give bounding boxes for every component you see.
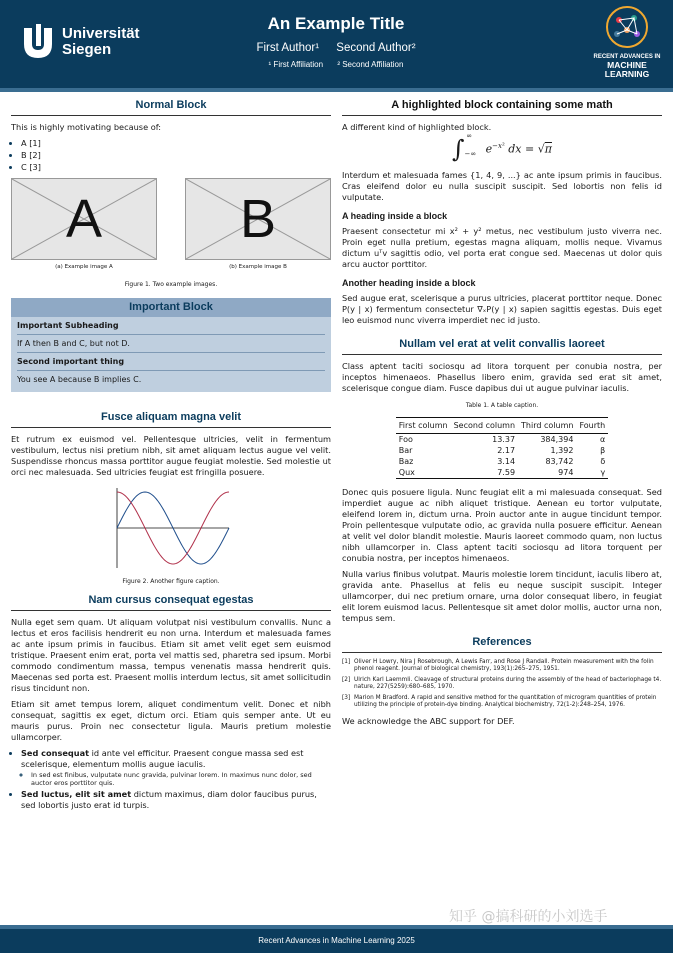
important-subheading: Important Subheading xyxy=(17,321,119,330)
normal-block-intro: This is highly motivating because of: xyxy=(11,122,162,132)
table-header: Second column xyxy=(451,417,518,433)
math-heading-1: A heading inside a block xyxy=(342,210,448,221)
math-paragraph-3: Sed augue erat, scelerisque a purus ultricies, placerat porttitor neque. Donec P(y | x) fermentum consectetur ∇ₓP(y | x) sapien sagittis egestas. Duis eget leo euismod nunc viverra imperdiet nec id justo. xyxy=(342,292,662,325)
author-1: First Author¹ xyxy=(256,42,320,54)
math-intro: A different kind of highlighted block. xyxy=(342,122,492,132)
motivation-list xyxy=(11,138,331,173)
nullam-paragraph-2: Donec quis posuere ligula. Nunc feugiat elit a mi malesuada consequat. Sed imperdiet augue ac nibh aliquet tristique. Aenean eu tortor vulputate, eleifend lorem in, dictum urna. Proin auctor ante in augue tincidunt tempor. Proin pellentesque vulputate odio, ac gravida nulla posuere efficitur. Aenean at velit vel dolor blandit molestie. Mauris laoreet commodo quam, non luctus nibh ullamcorper in. Class aptent taciti sociosqu ad litora torquent per conubia nostra, per inceptos himenaeos. xyxy=(342,486,662,563)
math-block-title: A highlighted block containing some math xyxy=(342,100,662,116)
table-row: Foo 13.37 384,394 α xyxy=(398,434,606,444)
table-row: Qux 7.59 974 γ xyxy=(396,467,608,479)
nam-block-title: Nam cursus consequat egestas xyxy=(11,595,331,611)
list-item: • A [1] xyxy=(21,138,331,149)
normal-block-title: Normal Block xyxy=(11,100,331,116)
table-caption: Table 1. A table caption. xyxy=(465,401,539,409)
poster-title: An Example Title xyxy=(267,14,405,33)
list-item: • C [3] xyxy=(21,162,331,173)
table-header: Third column xyxy=(518,417,576,433)
poster-header xyxy=(0,0,673,88)
affiliation-2: ² Second Affiliation xyxy=(337,60,404,69)
figure-a xyxy=(11,178,157,273)
important-block xyxy=(11,298,331,392)
list-item: • Sed consequat id ante vel efficitur. Praesent congue massa sed est scelerisque, elementum mollis augue iaculis. ◦ In sed est finibus, vulputate nunc gravida, pulvinar lorem. In maximus nunc dolor, sed auctor eros porttitor quis. xyxy=(21,748,331,787)
figure-2-caption: Figure 2. Another figure caption. xyxy=(122,578,220,585)
reference-item: [3] Marion M Bradford. A rapid and sensitive method for the quantitation of microgram quantities of protein utilizing the principle of protein-dye binding. Analytical biochemistry, 72(1-2):248–254, 1976. xyxy=(342,694,657,709)
university-name: Universität Siegen xyxy=(62,25,140,58)
subcaption-a: (a) Example image A xyxy=(55,264,113,270)
list-item: • B [2] xyxy=(21,150,331,161)
math-heading-2: Another heading inside a block xyxy=(342,277,476,288)
university-logo xyxy=(20,24,140,60)
nam-paragraph-2: Etiam sit amet tempus lorem, aliquet condimentum velit. Donec et nibh consequat, sagittis ex eget, dictum orci. Etiam quis semper ante. Ut eu mauris purus. Proin nec consectetur ligula. Mauris pretium molestie ullamcorper. xyxy=(11,699,331,742)
figure-1-row xyxy=(11,178,331,273)
author-2: Second Author² xyxy=(336,42,416,54)
nam-paragraph-1: Nulla eget sem quam. Ut aliquam volutpat nisi vestibulum convallis. Nunc a lectus et eros facilisis hendrerit eu non urna. Interdum et malesuada fames ac ante ipsum primis in faucibus. Etiam sit amet velit eget sem euismod tristique. Praesent enim erat, porta vel mattis sed, pharetra sed ipsum. Morbi commodo condimentum massa, tempus venenatis massa hendrerit quis. Maecenas sed porta est. Praesent mollis interdum lectus, sit amet sollicitudin risus tincidunt non. xyxy=(11,617,331,693)
sine-cosine-plot xyxy=(111,486,231,570)
placeholder-letter: B xyxy=(239,188,277,249)
references-title: References xyxy=(342,637,662,653)
left-column xyxy=(11,100,331,816)
fusce-text: Et rutrum ex euismod vel. Pellentesque ultricies, velit in fermentum vestibulum, lectus nisi pretium nibh, sit amet aliquam lectus augue vel velit. Suspendisse rhoncus massa porttitor augue feugiat molestie. Sed molestie ut orci nec malesuada. Sed ultricies feugiat est fringilla posuere. xyxy=(11,434,331,477)
math-paragraph-1: Interdum et malesuada fames {1, 4, 9, ...} ac ante ipsum primis in faucibus. Cras eleifend dolor eu nulla suscipit suscipit. Sed lobortis non felis id vulputate. xyxy=(342,169,662,202)
important-text: If A then B and C, but not D. xyxy=(17,339,130,348)
subcaption-b: (b) Example image B xyxy=(229,264,287,270)
important-subheading: Second important thing xyxy=(17,357,125,366)
conference-logo-text: RECENT ADVANCES IN MACHINE LEARNING xyxy=(593,54,661,79)
nullam-paragraph-1: Class aptent taciti sociosqu ad litora torquent per conubia nostra, per inceptos himenaeos. Phasellus libero enim, gravida sed erat sit amet, scelerisque congue diam. Fusce dapibus dui ut augue pulvinar iaculis. xyxy=(342,360,662,393)
table-header-row xyxy=(396,417,608,433)
affiliation-1: ¹ First Affiliation xyxy=(268,60,324,69)
table-header: First column xyxy=(396,417,451,433)
table-header: Fourth xyxy=(576,417,608,433)
important-text: You see A because B implies C. xyxy=(17,375,142,384)
right-column xyxy=(342,100,662,732)
reference-item: [2] Ulrich Karl Laemmli. Cleavage of structural proteins during the assembly of the head of bacteriophage t4. nature, 227(5259):680–685, 1970. xyxy=(342,676,662,691)
affiliations xyxy=(200,60,472,69)
image-placeholder-a xyxy=(11,178,157,260)
math-paragraph-2: Praesent consectetur mi x² + y² metus, nec vestibulum justo viverra nec. Proin eget nulla pretium, egestas magna aliquam, mollis neque. Vivamus dictum uᵀv sagittis odio, vel porta erat congue sed. Maecenas ut dolor quis arcu auctor porttitor. xyxy=(342,225,662,269)
poster-footer: Recent Advances in Machine Learning 2025 xyxy=(0,929,673,953)
nam-list xyxy=(11,748,331,811)
nullam-paragraph-3: Nulla varius finibus volutpat. Mauris molestie lorem tincidunt, iaculis libero at, gravida ante. Phasellus at felis eu neque suscipit suscipit. Integer ullamcorper, dui nec pretium ornare, urna dolor consequat libero, in feugiat elit lorem euismod lacus. Pellentesque sit amet dolor mollis, auctor urna non, tempus sem. xyxy=(342,568,662,623)
brain-network-icon xyxy=(604,4,650,50)
watermark: 知乎 @搞科研的小刘选手 xyxy=(449,909,608,925)
fusce-block-title: Fusce aliquam magna velit xyxy=(11,412,331,428)
figure-1-caption: Figure 1. Two example images. xyxy=(124,281,218,288)
acknowledgement: We acknowledge the ABC support for DEF. xyxy=(342,715,515,726)
integral-equation: $\int_{-\infty}^\infty$ $e^{-x^2}$ dx = √π xyxy=(452,132,552,164)
figure-b xyxy=(185,178,331,273)
data-table xyxy=(396,417,608,479)
integral-sign: ∫ xyxy=(452,135,465,164)
table-row: Baz 3.14 83,742 δ xyxy=(398,456,606,466)
reference-item: [1] Oliver H Lowry, Nira J Rosebrough, A Lewis Farr, and Rose J Randall. Protein measurement with the folin phenol reagent. Journal of biological chemistry, 193(1):265–275, 1951. xyxy=(342,658,654,673)
image-placeholder-b xyxy=(185,178,331,260)
nested-list xyxy=(21,771,331,787)
header-divider xyxy=(0,88,673,92)
list-item: • Sed luctus, elit sit amet dictum maximus, diam dolor faucibus purus, sed lobortis justo erat id turpis. xyxy=(21,789,331,811)
reference-list xyxy=(342,659,662,710)
placeholder-letter: A xyxy=(65,188,103,249)
list-item: ◦ In sed est finibus, vulputate nunc gravida, pulvinar lorem. In maximus nunc dolor, sed auctor eros porttitor quis. xyxy=(31,771,331,787)
title-block xyxy=(200,14,472,69)
authors xyxy=(200,42,472,54)
spacer xyxy=(11,392,331,412)
table-row: Bar 2.17 1,392 β xyxy=(398,445,606,455)
conference-logo xyxy=(592,4,662,84)
important-block-title: Important Block xyxy=(11,298,331,317)
nullam-block-title: Nullam vel erat at velit convallis laoreet xyxy=(342,339,662,355)
university-logo-icon xyxy=(20,24,56,60)
